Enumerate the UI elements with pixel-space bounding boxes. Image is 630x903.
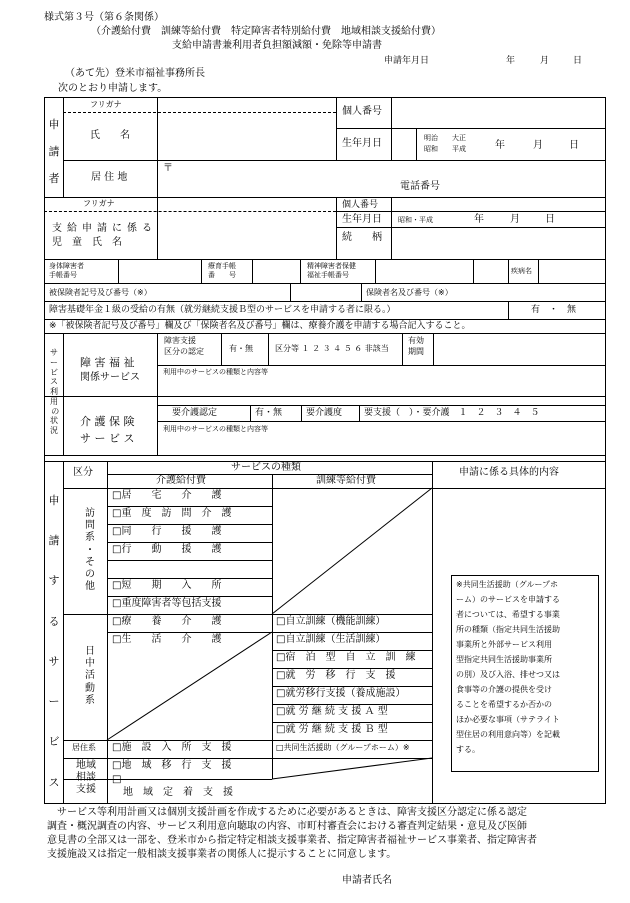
welfare-services-line1: 障 害 福 祉 — [80, 356, 135, 369]
note-line: 食事等の介護の提供を受け — [456, 685, 552, 694]
disease-label: 疾病名 — [511, 267, 532, 275]
care-item-life-care[interactable]: □生 活 介 護 — [112, 634, 222, 645]
note-line: ることを希望するか否かの — [456, 700, 552, 709]
physical-cert-label-1: 身体障害者 — [49, 262, 84, 270]
child-dob-label: 生年月日 — [342, 214, 382, 225]
applicant-dob-day: 日 — [569, 140, 579, 151]
care-item-short-stay[interactable]: □短 期 入 所 — [112, 580, 222, 591]
child-label-line2: 児 童 氏 名 — [52, 237, 122, 248]
care-item-home-care[interactable]: □居 宅 介 護 — [112, 490, 222, 501]
note-line: 型指定共同生活援助事業所 — [456, 655, 552, 664]
residence-group-label: 居住系 — [72, 743, 96, 752]
valid-period-label-2: 期間 — [408, 347, 424, 356]
services-side-label: 申 請 す る サ ー ビ ス — [48, 494, 60, 789]
applicant-dob-label: 生年月日 — [342, 138, 382, 149]
applicant-side-label: 申 請 者 — [48, 118, 60, 185]
training-item-functional[interactable]: □自立訓練（機能訓練） — [276, 616, 386, 627]
training-item-group-home[interactable]: □共同生活援助（グループホーム）※ — [276, 743, 410, 752]
training-item-employment-transition[interactable]: □就 労 移 行 支 援 — [276, 670, 396, 681]
child-dob-day: 日 — [545, 214, 555, 225]
pension-yes-no: 有 ・ 無 — [531, 305, 577, 315]
era-meiji: 明治 — [424, 134, 438, 142]
welfare-services-line2: 関係サービス — [80, 372, 140, 383]
child-dob-month: 月 — [510, 214, 520, 225]
care-item-accompany[interactable]: □同 行 援 護 — [112, 526, 222, 537]
visit-group-label: 訪 問 系 ・ そ の 他 — [85, 508, 95, 593]
division-label: 区分 — [73, 467, 93, 478]
care-level-label: 要介護度 — [306, 408, 343, 418]
training-item-continuation-b[interactable]: □就 労 継 続 支 援 Ｂ 型 — [276, 724, 388, 735]
insured-no-label: 被保険者記号及び番号（※） — [49, 288, 152, 297]
care-item-transition[interactable]: □地 域 移 行 支 援 — [112, 760, 232, 771]
pension-question: 障害基礎年金１級の受給の有無（就労継続支援Ｂ型のサービスを申請する者に限る。） — [49, 305, 396, 315]
valid-period-label-1: 有効 — [408, 336, 424, 345]
care-cert-label: 要介護認定 — [172, 408, 218, 418]
insurer-label: 保険者名及び番号（※） — [366, 288, 453, 297]
consent-line: 支援施設又は指定一般相談支援事業者の関係人に提示することに同意します。 — [47, 849, 397, 860]
date-year: 年 — [506, 56, 516, 66]
note-line: 者については、希望する事業 — [456, 610, 560, 619]
applicant-furigana-label: フリガナ — [90, 100, 122, 109]
training-benefit-header: 訓練等給付費 — [316, 475, 376, 486]
note-line: する。 — [456, 745, 480, 754]
physical-cert-label-2: 手帳番号 — [49, 271, 77, 279]
applicant-name-label: 氏 名 — [90, 130, 130, 141]
applicant-dob-month: 月 — [533, 140, 543, 151]
community-group-label-3: 支援 — [76, 784, 96, 795]
applicant-address-label: 居 住 地 — [91, 172, 128, 183]
training-item-life[interactable]: □自立訓練（生活訓練） — [276, 634, 386, 645]
consent-line: 意見書の全部又は一部を、登米市から指定特定相談支援事業者、指定障害者福祉サービス事業者、指定障害者 — [47, 835, 537, 846]
era-showa: 昭和 — [424, 145, 438, 153]
note-line: 所の種類（指定共同生活援助 — [456, 625, 560, 634]
support-cert-label-1: 障害支援 — [164, 336, 196, 345]
applicant-personal-no-label: 個人番号 — [342, 106, 382, 117]
care-item-medical-care[interactable]: □療 養 介 護 — [112, 616, 222, 627]
intro-text: 次のとおり申請します。 — [58, 83, 168, 94]
form-number: 様式第３号（第６条関係） — [44, 12, 164, 23]
child-relation-label: 続 柄 — [342, 232, 382, 243]
era-taisho: 大正 — [452, 134, 466, 142]
care-item-comprehensive[interactable]: □重度障害者等包括支援 — [112, 598, 222, 609]
applicant-dob-year: 年 — [495, 140, 505, 151]
care-levels: 要支援（ ）・要介護 １ ２ ３ ４ ５ — [364, 408, 540, 418]
care-item-behavior[interactable]: □行 動 援 護 — [112, 544, 222, 555]
training-blank-diagonal — [272, 488, 432, 614]
mental-cert-label-2: 福祉手帳番号 — [307, 271, 349, 279]
care-cert-yes-no: 有・無 — [255, 408, 283, 418]
rehab-cert-label-2: 番 号 — [208, 271, 236, 279]
child-era: 昭和・平成 — [398, 216, 433, 224]
applicant-phone-label: 電話番号 — [400, 181, 440, 192]
date-month: 月 — [540, 56, 550, 66]
note-line: ほか必要な事項（サテライト — [456, 715, 560, 724]
community-blank-diagonal — [272, 758, 432, 779]
child-dob-year: 年 — [474, 214, 484, 225]
care-item-settlement: 地 域 定 着 支 援 — [123, 787, 233, 798]
insurance-note: ※「被保険者記号及び番号」欄及び「保険者名及び番号」欄は、療養介護を申請する場合記入すること。 — [49, 321, 471, 331]
date-label: 申請年月日 — [384, 56, 430, 66]
consent-line: サービス等利用計画又は個別支援計画を作成するために必要があるときは、障害支援区分認定に係る認定 — [47, 807, 527, 818]
care-blank-diagonal — [107, 632, 272, 740]
support-cert-yes-no: 有・無 — [229, 344, 253, 353]
training-item-lodging[interactable]: □宿 泊 型 自 立 訓 練 — [276, 652, 416, 663]
form-title-line1: （介護給付費 訓練等給付費 特定障害者特別給付費 地域相談支援給付費） — [91, 26, 441, 37]
note-line: の別）及び入浴、排せつ又は — [456, 670, 560, 679]
addressee: （あて先）登米市福祉事務所長 — [65, 68, 205, 79]
care-current-services: 利用中のサービスの種類と内容等 — [163, 425, 268, 433]
usage-side-label: サ ー ビ ス 利 用 の 状 況 — [50, 348, 60, 435]
training-item-continuation-a[interactable]: □就 労 継 続 支 援 Ａ 型 — [276, 706, 388, 717]
care-benefit-header: 介護給付費 — [156, 475, 206, 486]
signature-label: 申請者氏名 — [342, 875, 392, 886]
note-line: ーム）のサービスを申請する — [456, 595, 560, 604]
daytime-group-label: 日 中 活 動 系 — [85, 646, 95, 706]
care-insurance-line1: 介 護 保 険 — [80, 415, 135, 428]
care-insurance-line2: サ ー ビ ス — [80, 432, 135, 445]
note-line: ※共同生活援助（グループホ — [456, 580, 559, 589]
community-group-label-1: 地域 — [76, 760, 96, 771]
child-label-line1: 支給申請に係る — [52, 223, 157, 234]
form-title-line2: 支給申請書兼利用者負担額減額・免除等申請書 — [172, 40, 382, 51]
note-line: 事業所と外部サービス利用 — [456, 640, 552, 649]
postal-mark: 〒 — [163, 163, 173, 174]
child-personal-no-label: 個人番号 — [342, 200, 379, 210]
mental-cert-label-1: 精神障害者保健 — [307, 262, 356, 270]
era-heisei: 平成 — [452, 145, 466, 153]
specific-content-header: 申請に係る具体的内容 — [459, 467, 559, 478]
community-group-label-2: 相談 — [76, 772, 96, 783]
care-item-settlement-checkbox[interactable]: □ — [112, 774, 122, 785]
care-item-facility[interactable]: □施 設 入 所 支 援 — [112, 742, 232, 753]
support-levels: 区分等 １ ２ ３ ４ ５ ６ 非該当 — [275, 344, 389, 353]
date-day: 日 — [573, 56, 583, 66]
welfare-current-services: 利用中のサービスの種類と内容等 — [163, 368, 268, 376]
care-item-severe-visit[interactable]: □重 度 訪 問 介 護 — [112, 508, 232, 519]
child-furigana-label: フリガナ — [83, 199, 115, 208]
support-cert-label-2: 区分の認定 — [164, 347, 204, 356]
note-line: 型住居の利用意向等）を記載 — [456, 730, 560, 739]
training-item-employment-training[interactable]: □就労移行支援（養成施設） — [276, 688, 406, 699]
service-type-header: サービスの種類 — [231, 462, 301, 473]
rehab-cert-label-1: 療育手帳 — [208, 262, 236, 270]
consent-line: 調査・概況調査の内容、サービス利用意向聴取の内容、市町村審査会における審査判定結果・意見及び医師 — [47, 821, 527, 832]
